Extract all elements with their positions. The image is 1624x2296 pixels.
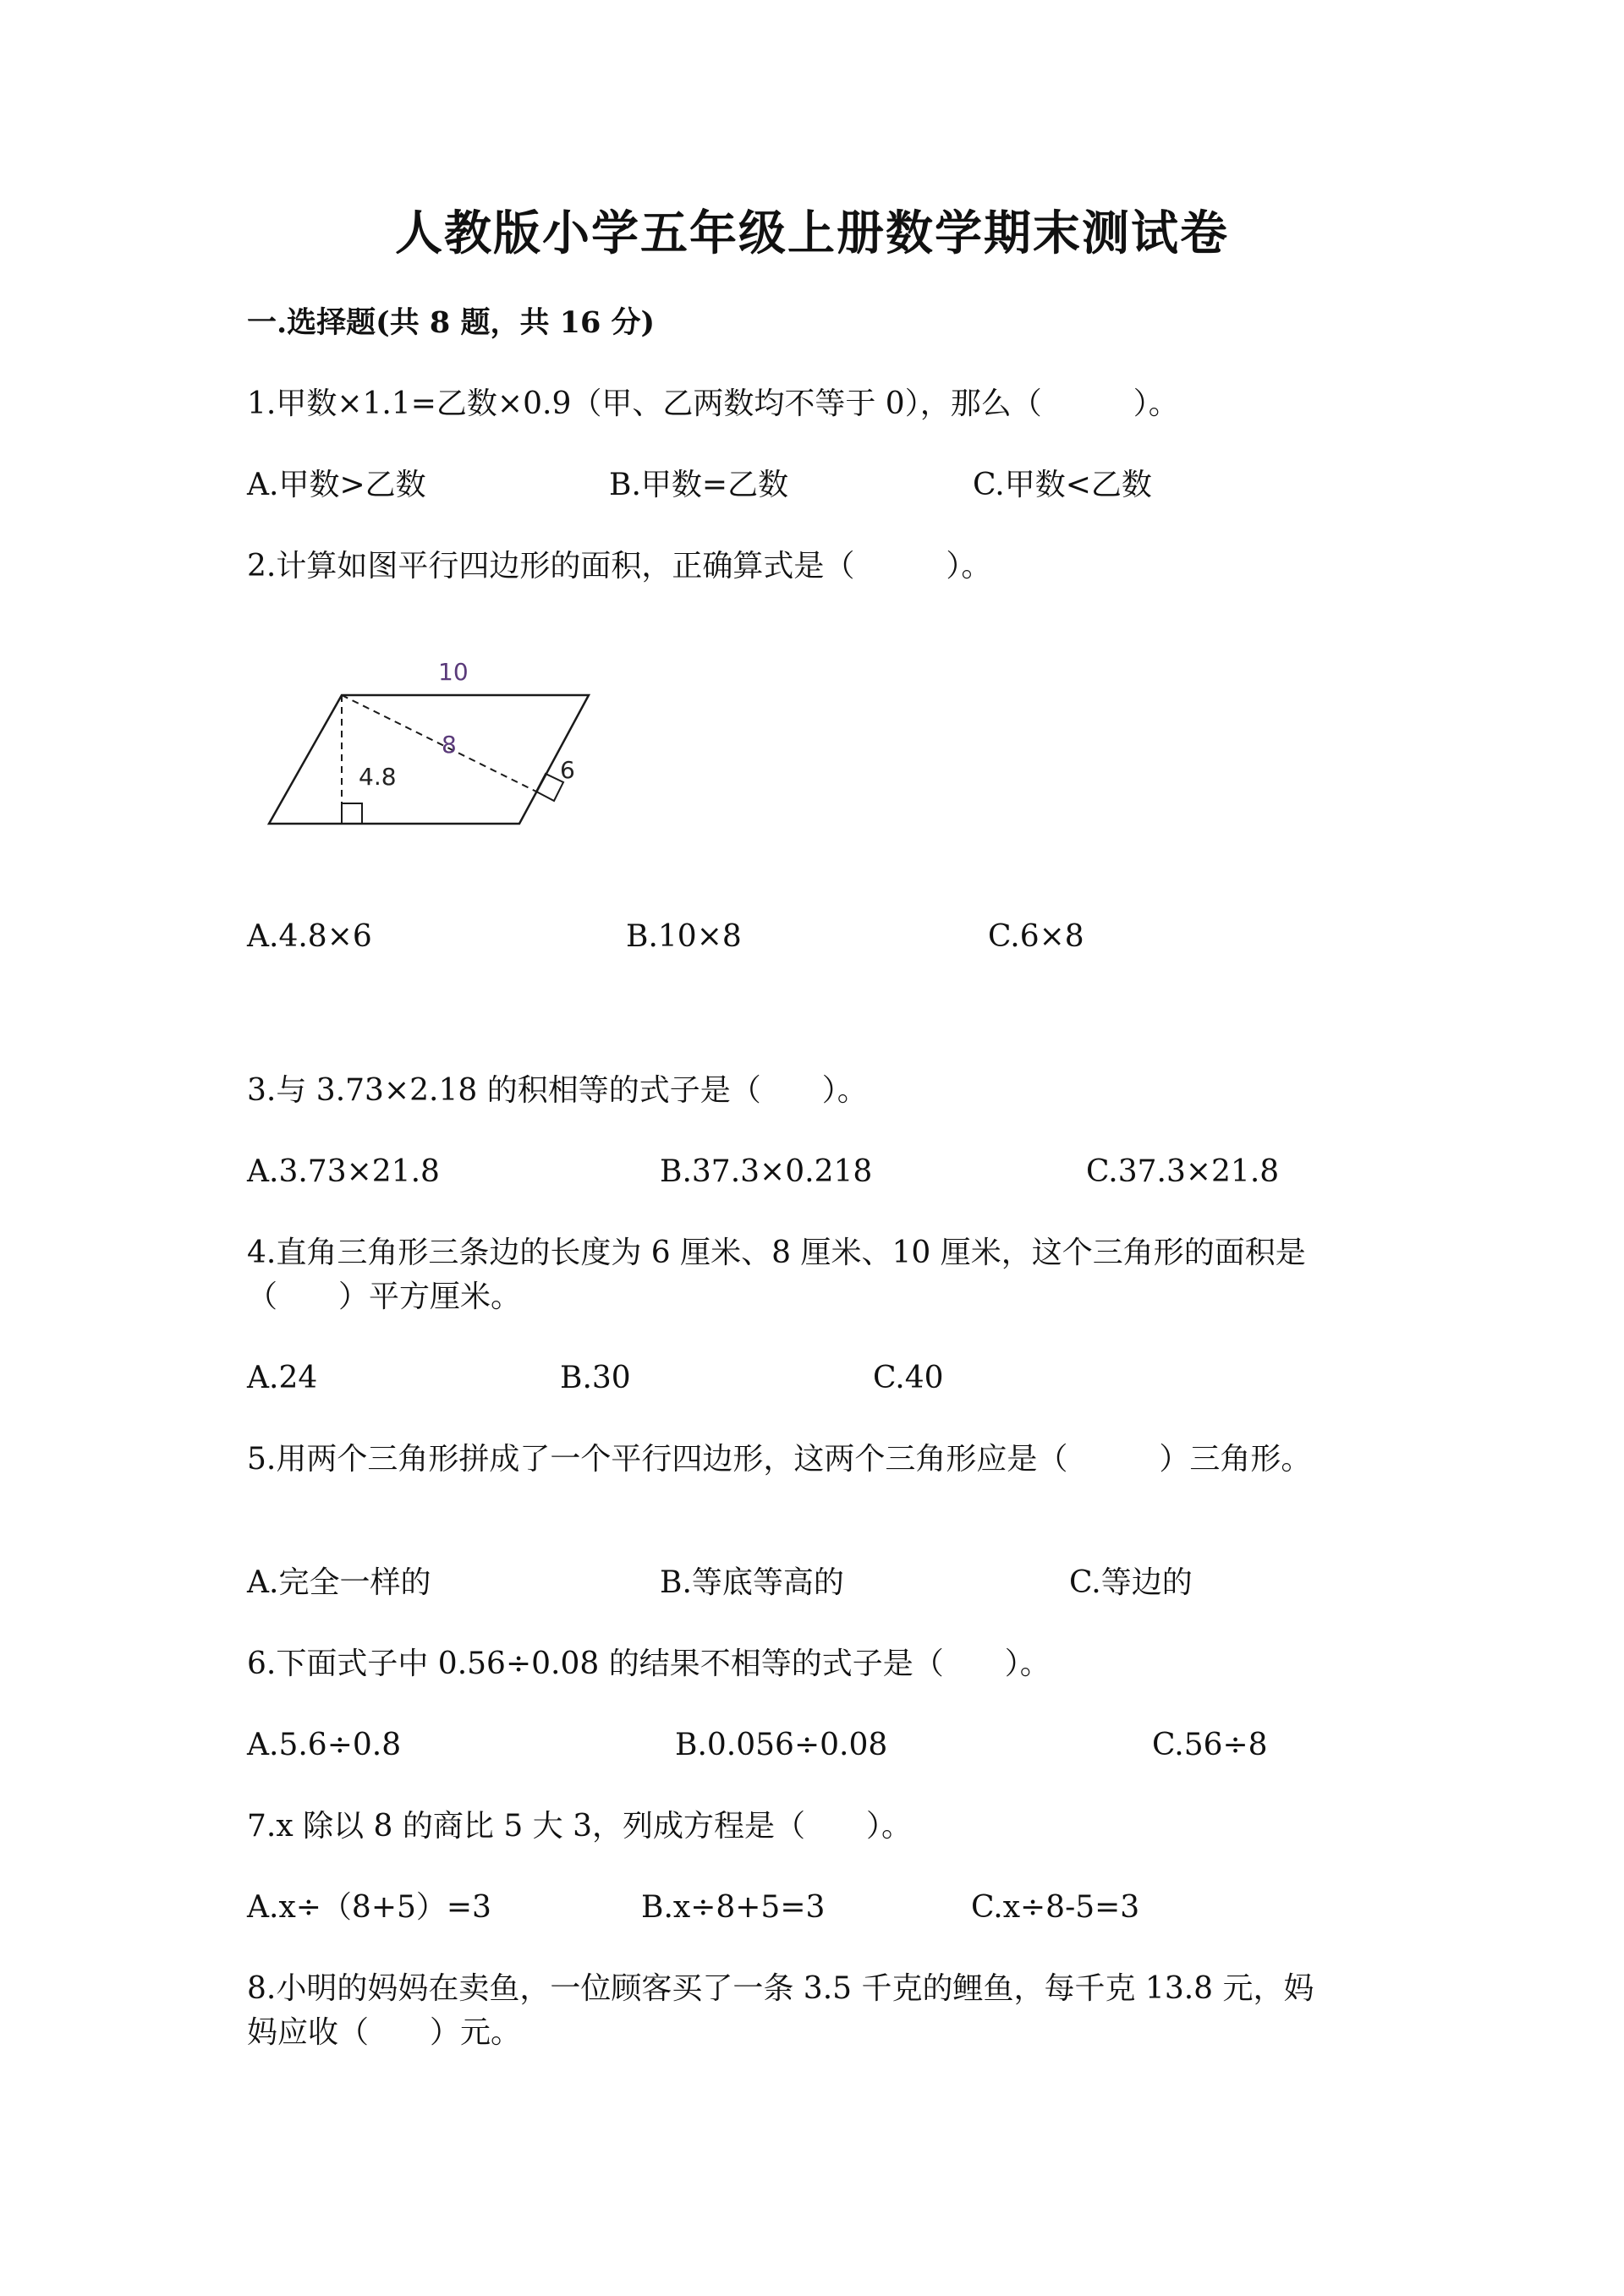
figure-label-top: 10 <box>438 658 469 686</box>
question-2-stem: 2.计算如图平行四边形的面积，正确算式是（ ）。 <box>247 549 992 584</box>
question-6-stem: 6.下面式子中 0.56÷0.08 的结果不相等的式子是（ ）。 <box>247 1647 1051 1681</box>
question-4-stem-line-1: 4.直角三角形三条边的长度为 6 厘米、8 厘米、10 厘米，这个三角形的面积是 <box>247 1236 1306 1270</box>
question-3-option-b: B.37.3×0.218 <box>660 1154 873 1189</box>
question-2-option-a: A.4.8×6 <box>247 919 372 954</box>
question-7-option-b: B.x÷8+5=3 <box>641 1890 826 1925</box>
question-3-stem: 3.与 3.73×2.18 的积相等的式子是（ ）。 <box>247 1073 868 1108</box>
question-4-option-a: A.24 <box>247 1361 318 1395</box>
question-8-stem-line-2: 妈应收（ ）元。 <box>247 2015 522 2050</box>
question-7-stem: 7.x 除以 8 的商比 5 大 3，列成方程是（ ）。 <box>247 1809 913 1844</box>
question-1-option-b: B.甲数=乙数 <box>609 468 789 502</box>
question-7-option-c: C.x÷8-5=3 <box>971 1890 1140 1925</box>
question-5-option-a: A.完全一样的 <box>247 1565 431 1600</box>
question-3-option-c: C.37.3×21.8 <box>1086 1154 1280 1189</box>
figure-label-height: 4.8 <box>359 763 397 791</box>
question-5-option-c: C.等边的 <box>1069 1565 1193 1600</box>
question-8-stem-line-1: 8.小明的妈妈在卖鱼，一位顾客买了一条 3.5 千克的鲤鱼，每千克 13.8 元，妈 <box>247 1971 1314 2006</box>
question-6-option-c: C.56÷8 <box>1152 1728 1268 1762</box>
question-4-option-c: C.40 <box>873 1361 944 1395</box>
question-3-option-a: A.3.73×21.8 <box>247 1154 440 1189</box>
figure-label-side: 6 <box>560 756 575 784</box>
question-4-option-b: B.30 <box>560 1361 631 1395</box>
page-title: 人教版小学五年级上册数学期末测试卷 <box>395 205 1229 261</box>
section-heading: 一.选择题(共 8 题，共 16 分) <box>247 305 656 340</box>
question-1-option-c: C.甲数<乙数 <box>973 468 1152 502</box>
question-4-stem-line-2: （ ）平方厘米。 <box>247 1280 522 1314</box>
right-angle-mark-bottom <box>342 803 362 824</box>
question-1-stem: 1.甲数×1.1=乙数×0.9（甲、乙两数均不等于 0），那么（ ）。 <box>247 386 1179 421</box>
parallelogram-figure <box>254 643 609 846</box>
question-6-option-a: A.5.6÷0.8 <box>247 1728 402 1762</box>
question-7-option-a: A.x÷（8+5）=3 <box>247 1890 491 1925</box>
question-1-option-a: A.甲数>乙数 <box>247 468 426 502</box>
parallelogram-outline <box>269 695 589 824</box>
question-5-stem: 5.用两个三角形拼成了一个平行四边形，这两个三角形应是（ ）三角形。 <box>247 1442 1312 1477</box>
figure-label-diagonal: 8 <box>442 731 457 759</box>
question-6-option-b: B.0.056÷0.08 <box>675 1728 888 1762</box>
question-2-option-c: C.6×8 <box>988 919 1084 954</box>
question-2-option-b: B.10×8 <box>626 919 742 954</box>
question-5-option-b: B.等底等高的 <box>660 1565 844 1600</box>
